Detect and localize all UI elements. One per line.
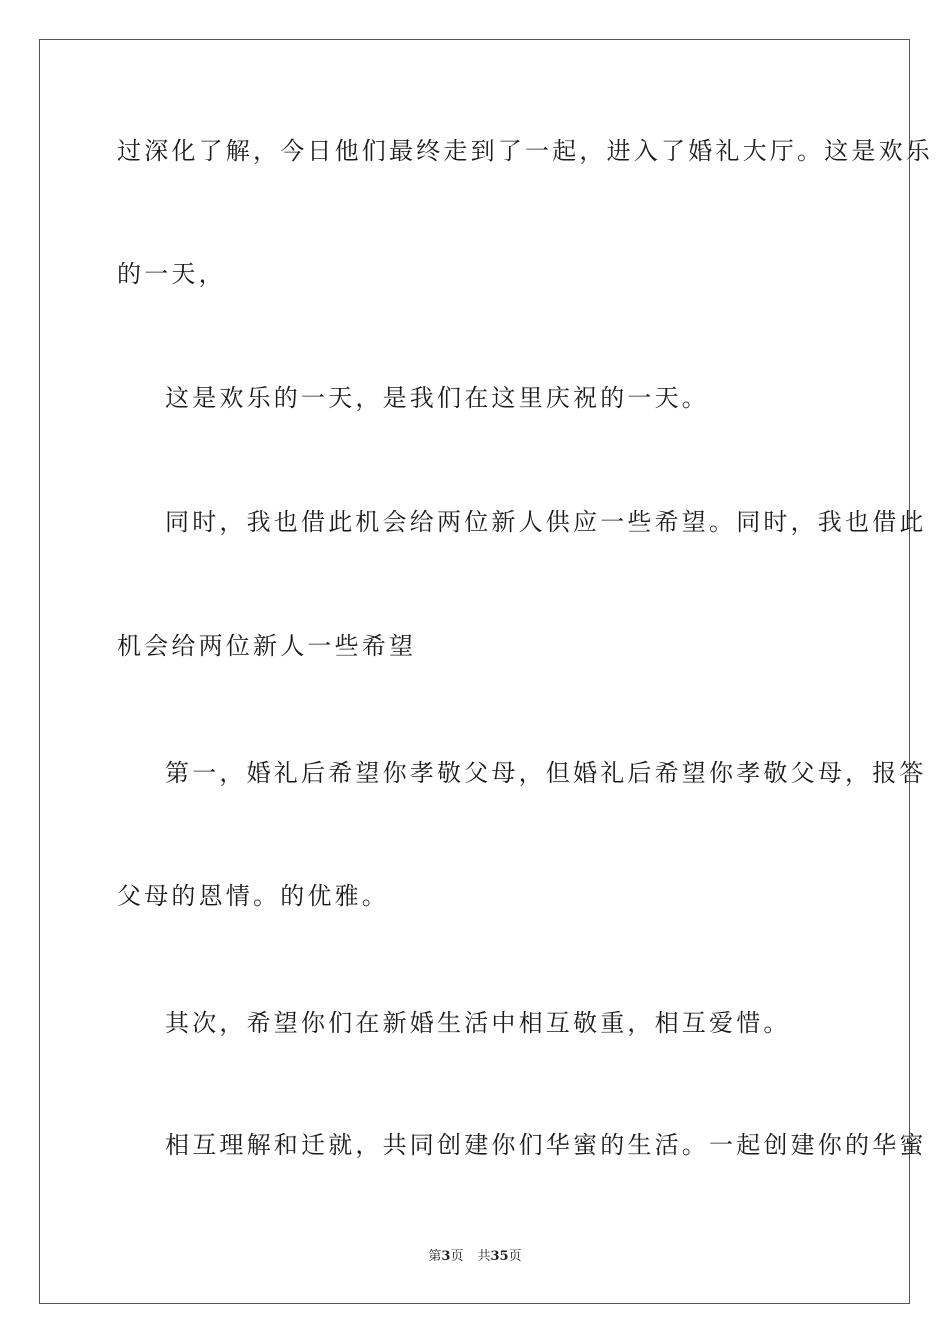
page-label-suffix: 页 (450, 1249, 464, 1264)
total-label-prefix: 共 (477, 1249, 491, 1264)
page-number: 3 (441, 1249, 451, 1264)
page-label-prefix: 第 (428, 1249, 442, 1264)
text-line: 机会给两位新人一些希望 (117, 632, 417, 660)
page-footer (0, 1249, 950, 1265)
text-line: 相互理解和迁就，共同创建你们华蜜的生活。一起创建你的华蜜 (165, 1131, 927, 1159)
text-line: 过深化了解，今日他们最终走到了一起，进入了婚礼大厅。这是欢乐 (117, 137, 933, 165)
total-label-suffix: 页 (508, 1249, 522, 1264)
text-line: 第一，婚礼后希望你孝敬父母，但婚礼后希望你孝敬父母，报答 (165, 759, 927, 787)
text-line: 的一天， (117, 260, 226, 288)
page-border (39, 39, 910, 1304)
text-line: 同时，我也借此机会给两位新人供应一些希望。同时，我也借此 (165, 508, 927, 536)
text-line: 其次，希望你们在新婚生活中相互敬重，相互爱惜。 (165, 1009, 791, 1037)
text-line: 父母的恩情。的优雅。 (117, 882, 389, 910)
total-pages: 35 (490, 1249, 509, 1264)
text-line: 这是欢乐的一天，是我们在这里庆祝的一天。 (165, 384, 709, 412)
